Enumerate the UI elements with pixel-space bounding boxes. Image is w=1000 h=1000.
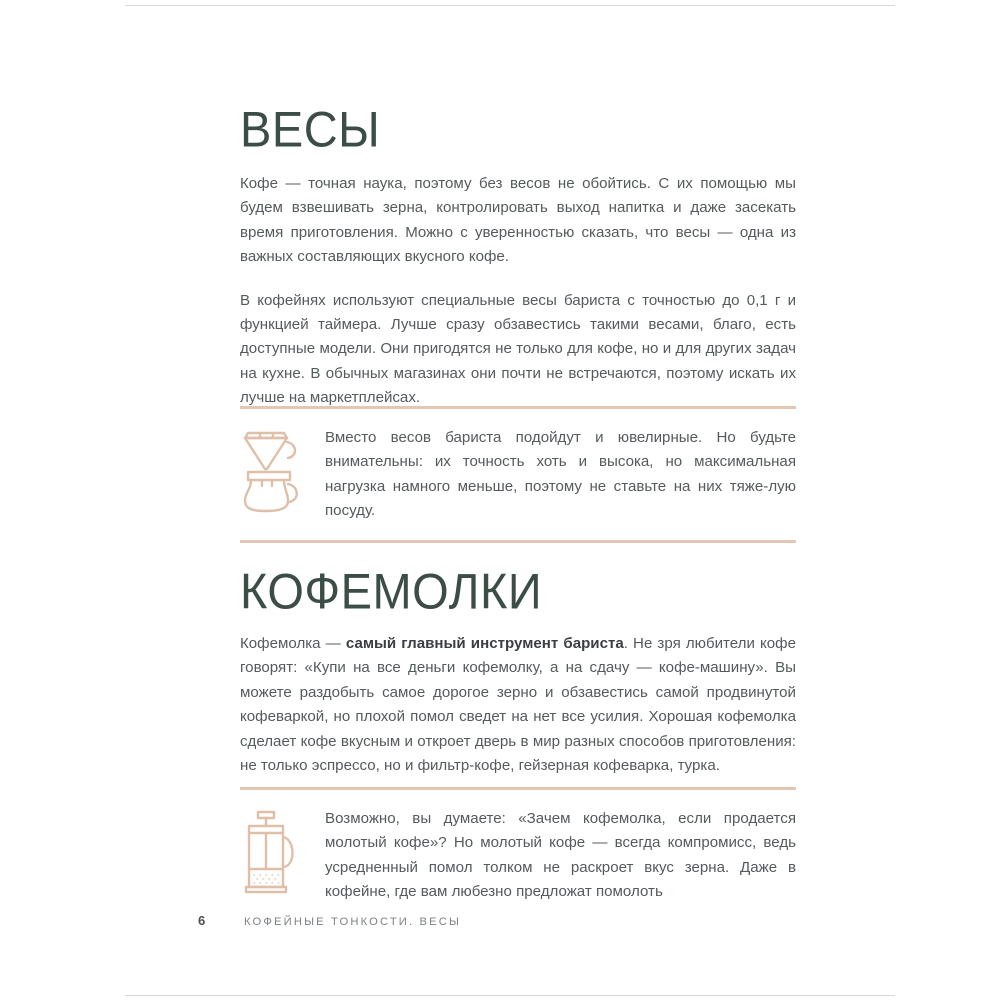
- callout-text: [325, 426, 796, 524]
- french-press-icon: [240, 809, 300, 895]
- callout-paragraph: Вместо весов бариста подойдут и ювелирные. Но будьте внимательны: их точность хоть и высока, но максимальная нагрузка намного меньше, поэтому не ставьте на них тяже-лую посуду.: [325, 429, 796, 520]
- section-kofemolki-body: [240, 632, 796, 778]
- page-title: ВЕСЫ: [240, 100, 381, 157]
- paragraph-rest: . Не зря любители кофе говорят: «Купи на все деньги кофемолку, а на сдачу — кофе-машину». Вы можете раздобыть самое дорогое зерно и обзавестись самой продвинутой кофеваркой, но плохой помол сведет на нет все усилия. Хорошая кофемолка сделает кофе вкусным и откроет дверь в мир разных способов приготовления: не только эспрессо, но и фильтр-кофе, гейзерная кофеварка, турка.: [240, 635, 796, 775]
- callout-kofemolki: [240, 787, 796, 921]
- section-vesy: [240, 100, 796, 157]
- paragraph: [240, 632, 796, 778]
- page-edge-bottom: [125, 995, 895, 996]
- callout-vesy: [240, 406, 796, 543]
- callout-icon-wrapper: [240, 807, 325, 895]
- pour-over-dripper-icon: [240, 428, 302, 514]
- callout-text: [325, 807, 796, 905]
- running-head: КОФЕЙНЫЕ ТОНКОСТИ. ВЕСЫ: [244, 916, 462, 928]
- callout-paragraph: Возможно, вы думаете: «Зачем кофемолка, если продается молотый кофе»? Но молотый кофе — всегда компромисс, ведь усредненный помол толком не раскроет вкус зерна. Даже в кофейне, где вам любезно предложат помолоть: [325, 810, 796, 901]
- section-kofemolki: [240, 562, 796, 619]
- page-number: 6: [198, 913, 206, 928]
- page-edge-top: [125, 5, 895, 6]
- page-title-secondary: КОФЕМОЛКИ: [240, 562, 543, 619]
- section-vesy-body: [240, 172, 796, 411]
- callout-icon-wrapper: [240, 426, 325, 514]
- paragraph: Кофе — точная наука, поэтому без весов не обойтись. С их помощью мы будем взвешивать зерна, контролировать выход напитка и даже засекать время приготовления. Можно с уверенностью сказать, что весы — одна из важных составляющих вкусного кофе.: [240, 175, 796, 266]
- paragraph-lead: Кофемолка —: [240, 635, 346, 652]
- paragraph-emphasis: самый главный инструмент бариста: [345, 635, 624, 652]
- paragraph: В кофейнях используют специальные весы бариста с точностью до 0,1 г и функцией таймера. Лучше сразу обзавестись такими весами, благо, есть доступные модели. Они пригодятся не только для кофе, но и для других задач на кухне. В обычных магазинах они почти не встречаются, поэтому искать их лучше на маркетплейсах.: [240, 291, 796, 407]
- page-footer: [198, 913, 461, 928]
